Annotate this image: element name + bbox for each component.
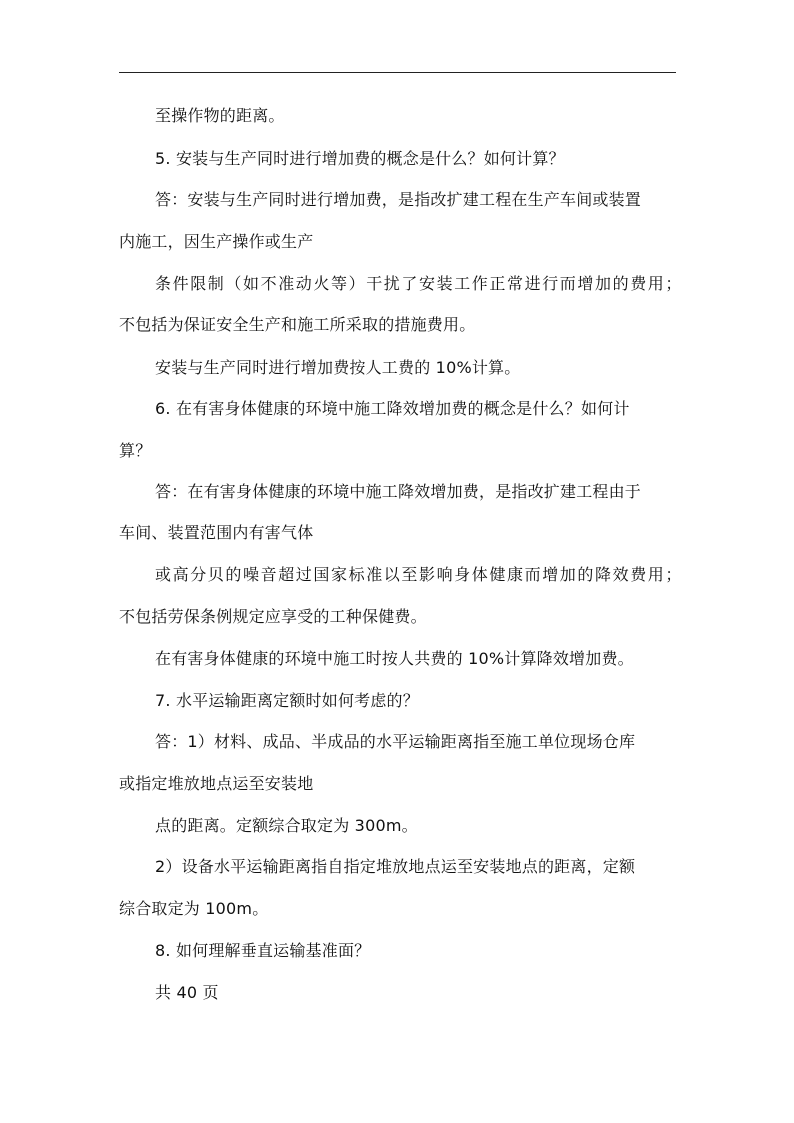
page-count-footer: 共 40 页 [155,983,219,1002]
answer-6-line: 车间、装置范围内有害气体 [119,523,314,542]
answer-5-line: 条件限制（如不准动火等）干扰了安装工作正常进行而增加的费用； [155,274,684,293]
answer-7-line: 答：1）材料、成品、半成品的水平运输距离指至施工单位现场仓库 [155,732,636,751]
answer-6-line: 不包括劳保条例规定应享受的工种保健费。 [119,607,427,626]
answer-5-line: 不包括为保证安全生产和施工所采取的措施费用。 [119,315,476,334]
answer-5-line: 内施工，因生产操作或生产 [119,232,314,251]
answer-6-line: 在有害身体健康的环境中施工时按人共费的 10%计算降效增加费。 [155,649,634,668]
answer-7-line: 或指定堆放地点运至安装地 [119,774,314,793]
answer-7-line: 2）设备水平运输距离指自指定堆放地点运至安装地点的距离，定额 [155,857,636,876]
answer-6-line: 答：在有害身体健康的环境中施工降效增加费，是指改扩建工程由于 [155,482,642,501]
answer-7-line: 点的距离。定额综合取定为 300m。 [155,816,418,835]
question-5: 5. 安装与生产同时进行增加费的概念是什么？如何计算？ [155,149,565,168]
question-6: 6. 在有害身体健康的环境中施工降效增加费的概念是什么？如何计 [155,399,630,418]
header-rule [119,72,676,73]
answer-7-line: 综合取定为 100m。 [119,899,269,918]
answer-5-line: 答：安装与生产同时进行增加费，是指改扩建工程在生产车间或装置 [155,190,642,209]
answer-5-line: 安装与生产同时进行增加费按人工费的 10%计算。 [155,358,521,377]
answer-6-line: 或高分贝的噪音超过国家标准以至影响身体健康而增加的降效费用； [155,565,684,584]
question-6-cont: 算？ [119,441,152,460]
question-8: 8. 如何理解垂直运输基准面？ [155,941,371,960]
question-7: 7. 水平运输距离定额时如何考虑的？ [155,691,419,710]
text-line: 至操作物的距离。 [155,106,285,125]
